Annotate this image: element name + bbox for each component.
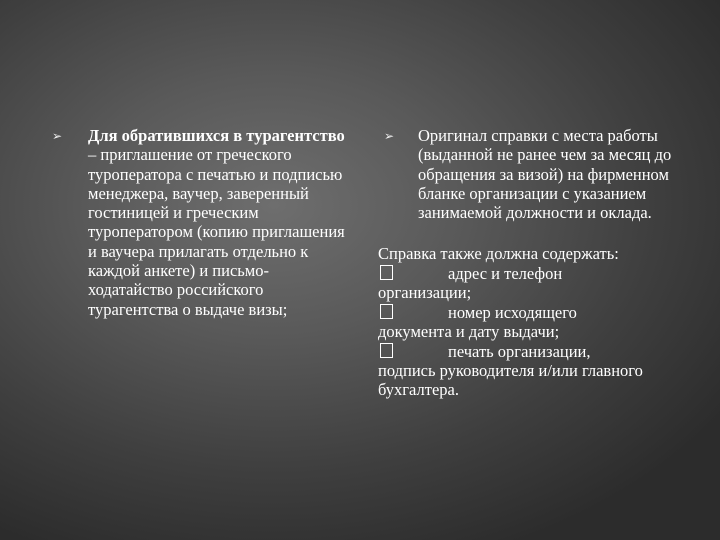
arrow-bullet-icon: ➢ (52, 129, 63, 143)
left-bullet-item (52, 126, 352, 319)
requirement-item (378, 264, 700, 303)
requirement-first-line: адрес и телефон (448, 263, 563, 283)
requirement-continuation: организации; (378, 283, 472, 303)
left-bullet-text (88, 126, 352, 319)
certificate-requirements-lead: Справка также должна содержать: (378, 244, 619, 264)
left-body-text: – приглашение от греческого туроператора с печатью и подписью менеджера, ваучер, заверенный гостиницей и греческим туроператором (копию приглашения и ваучера прилагать отдельно к каждой анкете) и письмо-ходатайство российского турагентства о выдаче визы; (88, 145, 345, 319)
right-column (378, 126, 700, 400)
right-bullet-text: Оригинал справки с места работы (выданной не ранее чем за месяц до обращения за визой) на фирменном бланке организации с указанием занимаемой должности и оклада. (418, 126, 672, 223)
left-column (52, 126, 352, 319)
requirement-first-line: номер исходящего (448, 302, 577, 322)
requirement-continuation: документа и дату выдачи; (378, 322, 560, 342)
arrow-bullet-icon: ➢ (384, 129, 395, 143)
left-bold-heading: Для обратившихся в турагентство (88, 126, 345, 145)
checkbox-square-icon (380, 265, 393, 280)
right-bullet-item (378, 126, 700, 222)
requirement-first-line: печать организации, (448, 341, 591, 361)
requirement-item (378, 342, 700, 400)
requirement-item (378, 303, 700, 342)
checkbox-square-icon (380, 343, 393, 358)
requirement-continuation: подпись руководителя и/или главного бухгалтера. (378, 360, 643, 400)
checkbox-square-icon (380, 304, 393, 319)
